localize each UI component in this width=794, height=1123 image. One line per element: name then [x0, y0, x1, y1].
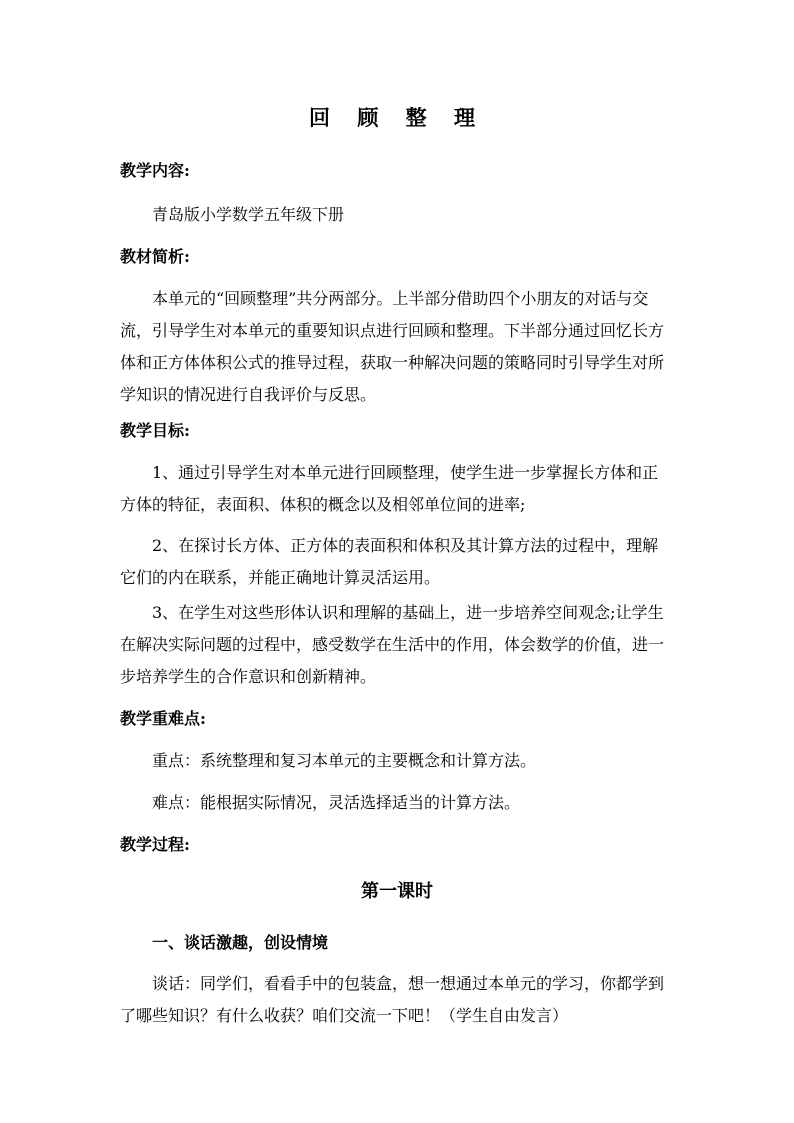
objective-item-3: 3、在学生对这些形体认识和理解的基础上，进一步培养空间观念;让学生在解决实际问题的过程中，感受数学在生活中的作用，体会数学的价值，进一步培养学生的合作意识和创新精神。	[120, 603, 665, 686]
step-1-text: 谈话：同学们，看看手中的包装盒，想一想通过本单元的学习，你都学到了哪些知识？有什么收获？咱们交流一下吧！（学生自由发言）	[120, 974, 665, 1025]
key-point-focus: 重点：系统整理和复习本单元的主要概念和计算方法。	[152, 751, 537, 770]
heading-material-analysis: 教材简析:	[120, 247, 190, 266]
key-point-difficulty: 难点：能根据实际情况，灵活选择适当的计算方法。	[152, 793, 521, 812]
step-1-title: 一、谈话激趣，创设情境	[152, 933, 329, 952]
lesson-title: 第一课时	[361, 881, 433, 902]
objective-item-2: 2、在探讨长方体、正方体的表面积和体积及其计算方法的过程中，理解它们的内在联系，并能正确地计算灵活运用。	[120, 536, 659, 587]
material-analysis-text: 本单元的“回顾整理”共分两部分。上半部分借助四个小朋友的对话与交流，引导学生对本单元的重要知识点进行回顾和整理。下半部分通过回忆长方体和正方体体积公式的推导过程，获取一种解决问题的策略同时引导学生对所学知识的情况进行自我评价与反思。	[120, 289, 665, 404]
objective-item-1: 1、通过引导学生对本单元进行回顾整理，使学生进一步掌握长方体和正方体的特征，表面积、体积的概念以及相邻单位间的进率;	[120, 463, 659, 514]
teaching-content-text: 青岛版小学数学五年级下册	[152, 205, 345, 224]
document-title: 回 顾 整 理	[309, 105, 485, 130]
heading-teaching-objectives: 教学目标:	[120, 421, 190, 440]
heading-key-points: 教学重难点:	[120, 709, 206, 728]
heading-teaching-content: 教学内容:	[120, 161, 190, 180]
heading-teaching-process: 教学过程:	[120, 835, 190, 854]
